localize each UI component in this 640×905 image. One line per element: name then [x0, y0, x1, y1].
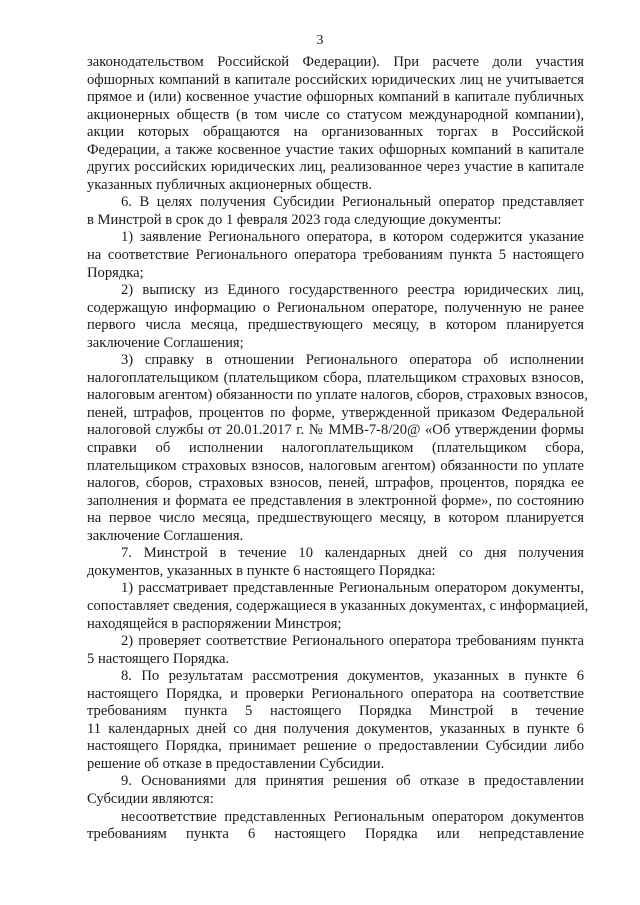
text-line: других российских юридических лиц, реализованное через участие в капитале [87, 159, 584, 176]
text-line: справки об исполнении налогоплательщиком (плательщиком сбора, [87, 440, 584, 457]
text-line: требованиям пункта 6 настоящего Порядка или непредставление [87, 826, 584, 843]
text-line: 6. В целях получения Субсидии Региональный оператор представляет [121, 194, 584, 211]
text-line: документов, указанных в пункте 6 настоящего Порядка: [87, 562, 436, 579]
document-body [87, 54, 589, 844]
text-line: плательщиком страховых взносов, налоговым агентом) обязанности по уплате [87, 457, 584, 474]
text-line: Субсидии являются: [87, 790, 214, 807]
text-line: 5 настоящего Порядка. [87, 650, 230, 667]
text-line: законодательством Российской Федерации). При расчете доли участия [87, 54, 584, 70]
text-line: находящейся в распоряжении Минстроя; [87, 615, 342, 632]
text-line: налогов, сборов, страховых взносов, пеней, штрафов, процентов, порядка ее [87, 475, 584, 492]
text-line: акции которых обращаются на организованных торгах в Российской [87, 124, 584, 141]
text-line: заключение Соглашения; [87, 334, 244, 351]
text-line: 1) рассматривает представленные Региональным оператором документы, [121, 580, 584, 597]
text-line: на соответствие Регионального оператора требованиям пункта 5 настоящего [87, 247, 584, 264]
text-line: сопоставляет сведения, содержащиеся в указанных документах, с информацией, [87, 597, 589, 614]
text-line: прямое и (или) косвенное участие офшорных компаний в капитале публичных [87, 89, 584, 106]
text-line: 1) заявление Регионального оператора, в котором содержится указание [121, 229, 584, 246]
text-line: на первое число месяца, предшествующего месяцу, в котором планируется [87, 510, 584, 527]
text-line: заключение Соглашения. [87, 527, 244, 544]
text-line: указанных публичных акционерных обществ. [87, 176, 373, 193]
text-line: акционерных обществ (в том числе со статусом международной компании), [87, 106, 584, 123]
text-line: 7. Минстрой в течение 10 календарных дней со дня получения [121, 545, 584, 562]
text-line: несоответствие представленных Региональным оператором документов [121, 808, 584, 825]
text-line: в Минстрой в срок до 1 февраля 2023 года следующие документы: [87, 211, 502, 228]
text-line: настоящего Порядка, принимает решение о предоставлении Субсидии либо [87, 738, 584, 755]
text-line: налогоплательщиком (плательщиком сбора, плательщиком страховых взносов, [87, 369, 584, 386]
text-line: 11 календарных дней со дня получения документов, указанных в пункте 6 [87, 720, 584, 737]
text-line: Федерации, а также косвенное участие таких офшорных компаний в капитале [87, 141, 584, 158]
text-line: налоговым агентом) обязанности по уплате налогов, сборов, страховых взносов, [87, 387, 588, 404]
text-line: офшорных компаний в капитале российских юридических лиц не учитывается [87, 71, 584, 88]
text-line: 8. По результатам рассмотрения документов, указанных в пункте 6 [121, 668, 584, 685]
text-line: 9. Основаниями для принятия решения об отказе в предоставлении [121, 773, 584, 790]
text-line: заполнения и формата ее представления в электронной форме», по состоянию [87, 492, 584, 509]
text-line: настоящего Порядка, и проверки Регионального оператора на соответствие [87, 685, 584, 702]
page-number: 3 [316, 33, 324, 48]
text-line: 3) справку в отношении Регионального оператора об исполнении [121, 352, 584, 369]
text-line: 2) выписку из Единого государственного реестра юридических лиц, [121, 282, 584, 299]
text-line: Порядка; [87, 264, 144, 281]
text-line: содержащую информацию о Региональном операторе, полученную не ранее [87, 299, 584, 316]
text-line: 2) проверяет соответствие Регионального оператора требованиям пункта [121, 633, 584, 650]
text-line: решение об отказе в предоставлении Субсидии. [87, 755, 385, 772]
text-line: первого числа месяца, предшествующего месяцу, в котором планируется [87, 317, 584, 334]
text-line: пеней, штрафов, процентов по форме, утвержденной приказом Федеральной [87, 404, 584, 421]
text-line: налоговой службы от 20.01.2017 г. № ММВ-7-8/20@ «Об утверждении формы [87, 422, 584, 439]
text-line: требованиям пункта 5 настоящего Порядка Минстрой в течение [87, 703, 584, 720]
